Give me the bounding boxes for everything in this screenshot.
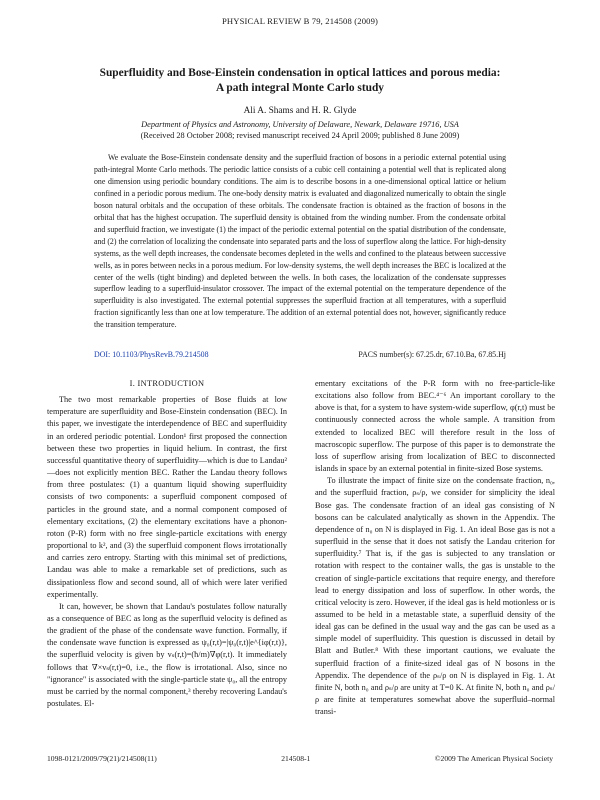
received-dates: (Received 28 October 2008; revised manuscript received 24 April 2009; published 8 June 2009) [140, 131, 460, 140]
affiliation: Department of Physics and Astronomy, University of Delaware, Newark, Delaware 19716, USA [141, 120, 459, 129]
page-number: 214508-1 [281, 754, 311, 763]
pacs-numbers: PACS number(s): 67.25.dr, 67.10.Ba, 67.85.Hj [358, 350, 506, 359]
doi-pacs-line [94, 350, 506, 359]
doi-link[interactable]: DOI: 10.1103/PhysRevB.79.214508 [94, 350, 209, 359]
right-column [315, 378, 555, 718]
intro-paragraph-3: ementary excitations of the P-R form with no free-particle-like excitations also follow from BEC.⁴⁻⁶ An important corollary to the above is that, for a system to have system-wide superflow, φ(r,t) must be continuously connected across the whole sample. A transition from extended to localized BEC will therefore result in the loss of macroscopic superflow. The purpose of this paper is to demonstrate the loss of superflow arising from localization of BEC to disconnected islands in space by an external potential in finite-sized Bose systems. [315, 379, 555, 474]
left-column [47, 378, 287, 710]
intro-paragraph-4: To illustrate the impact of finite size on the condensate fraction, n₀, and the superfluid fraction, ρₛ/ρ, we consider for simplicity the ideal Bose gas. The condensate fraction of an ideal gas consisting of N bosons can be calculated analytically as shown in the Appendix. The dependence of n₀ on N is displayed in Fig. 1. An ideal Bose gas is not a superfluid in the sense that it does not satisfy the Landau criterion for superfluidity.⁷ That is, if the gas is subjected to any translation or rotation with respect to the container walls, the gas is unstable to the creation of single-particle excitations that require energy, and therefore lead to energy dissipation and loss of superflow. In other words, the critical velocity is zero. However, if the ideal gas is held motionless or is assumed to be held in a metastable state, a superfluid density of the ideal gas can be defined in the usual way and the gas can be used as a simple model of superfluidity. This question is discussed in detail by Blatt and Butler.⁸ With these important cautions, we evaluate the superfluid fraction of a finite-sized ideal gas of N bosons in the Appendix. The dependence of the ρₛ/ρ on N is displayed in Fig. 1. At finite N, both n₀ and ρₛ/ρ are unity at T=0 K. At finite N, both n₀ and ρₛ/ρ are finite at temperatures somewhat above the superfluid–normal transi- [315, 476, 555, 717]
page-footer [47, 754, 553, 763]
abstract: We evaluate the Bose-Einstein condensate density and the superfluid fraction of bosons in a periodic external potential using path-integral Monte Carlo methods. The periodic lattice consists of a cubic cell containing a potential well that is replicated along one dimension using periodic boundary conditions. The aim is to describe bosons in a one-dimensional optical lattice or helium confined in a periodic porous medium. The one-body density matrix is evaluated and diagonalized numerically to obtain the single boson natural orbitals and the occupation of these orbitals. The condensate fraction is obtained as the fraction of bosons in the orbital that has the highest occupation. The superfluid density is obtained from the winding number. From the condensate orbital and superfluid fraction, we investigate (1) the impact of the periodic external potential on the spatial distribution of the condensate, and (2) the correlation of localizing the condensate into separated parts and the loss of superflow along the lattice. For high-density systems, as the well depth increases, the condensate becomes depleted in the wells and confined to the plateaus between successive wells, as in pores between necks in a porous medium. For low-density systems, the well depth increases the BEC is localized at the center of the wells (tight binding) and depleted between the wells. In both cases, the localization of the condensate suppresses superflow leading to a superfluid-insulator crossover. The impact of the external potential on the temperature dependence of the superfluidity is also investigated. The external potential suppresses the superfluid fraction at all temperatures, with a superfluid fraction significantly less than one at low temperature. The addition of an external potential does not, however, significantly reduce the transition temperature. [94, 153, 506, 330]
section-heading: I. INTRODUCTION [129, 379, 205, 388]
title-line-2: A path integral Monte Carlo study [215, 82, 384, 94]
footer-code: 1098-0121/2009/79(21)/214508(11) [47, 754, 157, 763]
copyright: ©2009 The American Physical Society [434, 754, 553, 763]
author-list: Ali A. Shams and H. R. Glyde [243, 106, 357, 116]
intro-paragraph-1: The two most remarkable properties of Bose fluids at low temperature are superfluidity and Bose-Einstein condensation (BEC). In this paper, we investigate the interdependence of BEC and superfluidity in an ordered periodic potential. London¹ first proposed the connection between these two properties in liquid helium. In contrast, the first successful quantitative theory of superfluidity—which is due to Landau²—does not explicitly mention BEC. Rather the Landau theory follows from three postulates: (1) a quantum liquid showing superfluidity consists of two components: a superfluid component composed of particles in the ground state, and a normal component composed of elementary excitations, (2) the elementary excitations have a phonon-roton (P-R) form with no free single-particle excitations with energy proportional to k², and (3) the superfluid component flows irrotationally and carries zero entropy. Starting with this minimal set of predictions, Landau was able to make a remarkable set of predictions, such as dissipationless flow and second sound, all of which were later verified experimentally. [47, 395, 287, 599]
intro-paragraph-2: It can, however, be shown that Landau's postulates follow naturally as a consequence of BEC as long as the superfluid velocity is defined as the gradient of the phase of the condensate wave function. Formally, if the condensate wave function is expressed as ψ₀(r,t)=|ψ₀(r,t)|e^{iφ(r,t)}, the superfluid velocity is given by vₛ(r,t)=(ħ/m)∇φ(r,t). It immediately follows that ∇×vₛ(r,t)=0, i.e., the flow is irrotational. Also, since no "ignorance" is associated with the single-particle state ψ₀, all the entropy must be carried by the normal component,³ thereby recovering Landau's postulates. El- [47, 601, 287, 709]
title-line-1: Superfluidity and Bose-Einstein condensation in optical lattices and porous media: [99, 67, 501, 79]
article-title [70, 66, 530, 96]
journal-header: PHYSICAL REVIEW B 79, 214508 (2009) [221, 16, 379, 26]
